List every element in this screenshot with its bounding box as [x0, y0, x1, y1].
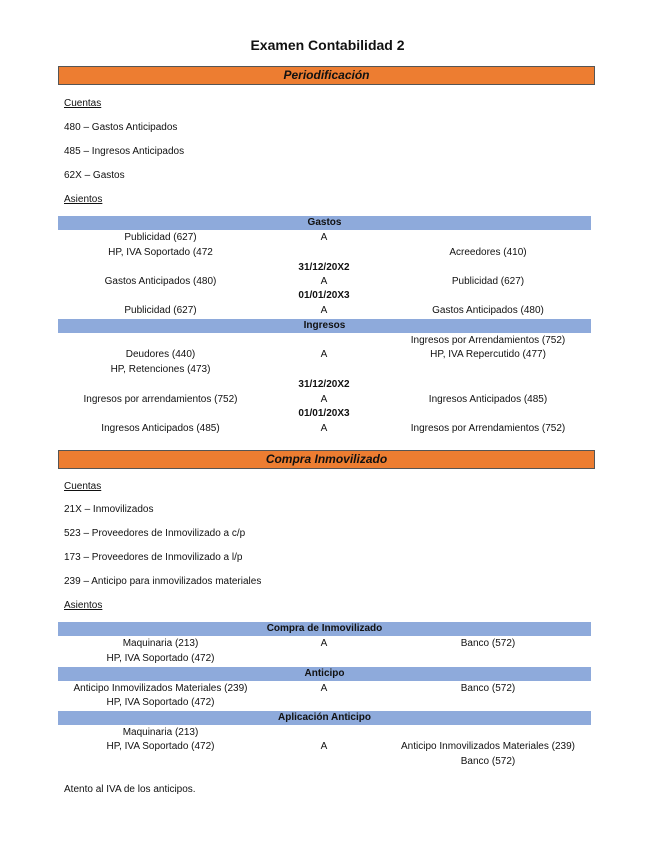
asientos-label: Asientos	[64, 194, 103, 205]
note-text: Atento al IVA de los anticipos.	[64, 784, 196, 795]
entry-a: A	[320, 276, 328, 287]
asientos-label: Asientos	[64, 600, 103, 611]
entry-credit: Anticipo Inmovilizados Materiales (239)	[401, 741, 575, 752]
entry-a: A	[320, 638, 328, 649]
entry-a: A	[320, 349, 328, 360]
account-item: 480 – Gastos Anticipados	[64, 122, 178, 133]
page-title: Examen Contabilidad 2	[250, 37, 405, 53]
account-item: 485 – Ingresos Anticipados	[64, 146, 185, 157]
entry-date: 01/01/20X3	[298, 290, 350, 301]
entry-credit: Publicidad (627)	[451, 276, 525, 287]
account-item: 173 – Proveedores de Inmovilizado a l/p	[64, 552, 243, 563]
entry-credit: Ingresos por Arrendamientos (752)	[410, 423, 566, 434]
entry-credit: Banco (572)	[460, 638, 516, 649]
entry-debit: HP, IVA Soportado (472)	[106, 697, 215, 708]
entry-credit: Banco (572)	[460, 756, 516, 767]
entry-debit: Ingresos por arrendamientos (752)	[83, 394, 238, 405]
account-item: 62X – Gastos	[64, 170, 125, 181]
entry-debit: HP, IVA Soportado (472	[108, 247, 213, 258]
entry-debit: HP, IVA Soportado (472)	[106, 741, 215, 752]
entry-debit: HP, IVA Soportado (472)	[106, 653, 215, 664]
account-item: 21X – Inmovilizados	[64, 504, 154, 515]
entry-debit: Anticipo Inmovilizados Materiales (239)	[73, 683, 248, 694]
entry-date: 31/12/20X2	[298, 379, 350, 390]
entry-debit: Maquinaria (213)	[122, 727, 199, 738]
account-item: 239 – Anticipo para inmovilizados materiales	[64, 576, 262, 587]
entry-credit: Gastos Anticipados (480)	[432, 305, 544, 316]
entry-credit: Banco (572)	[460, 683, 516, 694]
table-header-aplicacion-anticipo: Aplicación Anticipo	[58, 711, 591, 725]
table-header-anticipo: Anticipo	[58, 667, 591, 681]
entry-debit: Maquinaria (213)	[122, 638, 199, 649]
entry-a: A	[320, 741, 328, 752]
entry-a: A	[320, 232, 328, 243]
entry-date: 01/01/20X3	[298, 408, 350, 419]
entry-a: A	[320, 683, 328, 694]
table-header-ingresos: Ingresos	[58, 319, 591, 333]
entry-a: A	[320, 423, 328, 434]
entry-debit: Ingresos Anticipados (485)	[101, 423, 220, 434]
cuentas-label: Cuentas	[64, 481, 102, 492]
account-item: 523 – Proveedores de Inmovilizado a c/p	[64, 528, 246, 539]
section-header-periodificacion: Periodificación	[58, 66, 595, 85]
table-header-compra-inmovilizado: Compra de Inmovilizado	[58, 622, 591, 636]
entry-debit: Publicidad (627)	[124, 305, 197, 316]
entry-a: A	[320, 305, 328, 316]
entry-credit: Ingresos por Arrendamientos (752)	[410, 335, 566, 346]
entry-date: 31/12/20X2	[298, 262, 350, 273]
entry-debit: Gastos Anticipados (480)	[104, 276, 217, 287]
entry-debit: Deudores (440)	[125, 349, 196, 360]
entry-credit: Acreedores (410)	[449, 247, 527, 258]
entry-a: A	[320, 394, 328, 405]
entry-debit: Publicidad (627)	[124, 232, 197, 243]
entry-credit: HP, IVA Repercutido (477)	[430, 349, 546, 360]
cuentas-label: Cuentas	[64, 98, 102, 109]
entry-debit: HP, Retenciones (473)	[110, 364, 211, 375]
table-header-gastos: Gastos	[58, 216, 591, 230]
section-header-compra: Compra Inmovilizado	[58, 450, 595, 469]
entry-credit: Ingresos Anticipados (485)	[428, 394, 548, 405]
